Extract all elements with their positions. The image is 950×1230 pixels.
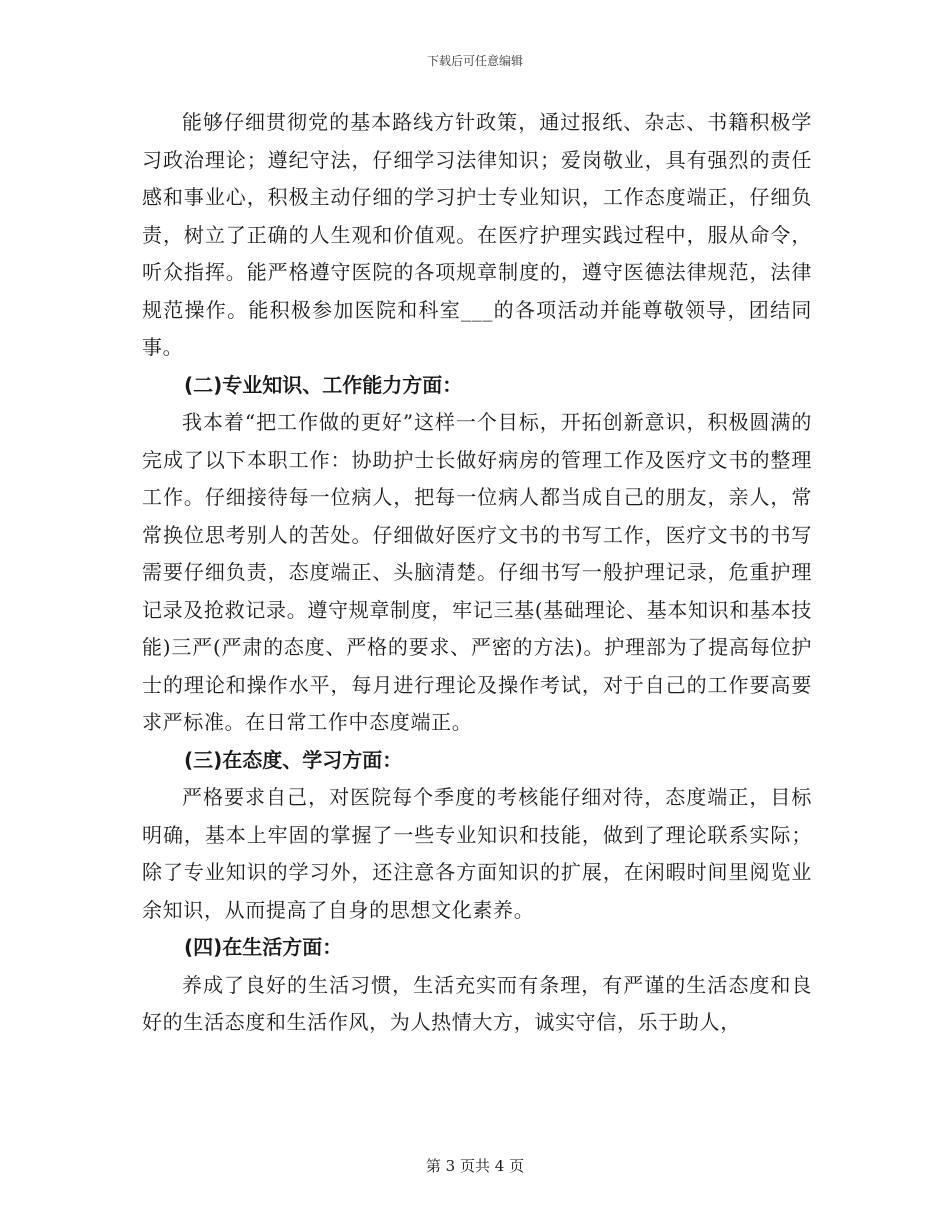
paragraph-professional-knowledge: 我本着“把工作做的更好”这样一个目标，开拓创新意识，积极圆满的完成了以下本职工作：协助护士长做好病房的管理工作及医疗文书的整理工作。仔细接待每一位病人，把每一位病人都当成自己的朋友，亲人，常常换位思考别人的苦处。仔细做好医疗文书的书写工作，医疗文书的书写需要仔细负责，态度端正、头脑清楚。仔细书写一般护理记录，危重护理记录及抢救记录。遵守规章制度，牢记三基(基础理论、基本知识和基本技能)三严(严肃的态度、严格的要求、严密的方法)。护理部为了提高每位护士的理论和操作水平，每月进行理论及操作考试，对于自己的工作要高要求严标准。在日常工作中态度端正。 <box>142 410 812 734</box>
heading-professional-knowledge: (二)专业知识、工作能力方面： <box>184 372 463 397</box>
paragraph-attitude-study: 严格要求自己，对医院每个季度的考核能仔细对待，态度端正，目标明确，基本上牢固的掌握了一些专业知识和技能，做到了理论联系实际；除了专业知识的学习外，还注意各方面知识的扩展，在闲暇时间里阅览业余知识，从而提高了自身的思想文化素养。 <box>142 785 812 922</box>
paragraph-life: 养成了良好的生活习惯，生活充实而有条理，有严谨的生活态度和良好的生活态度和生活作风，为人热情大方，诚实守信，乐于助人， <box>142 972 812 1034</box>
heading-life: (四)在生活方面： <box>184 935 343 959</box>
heading-attitude-study: (三)在态度、学习方面： <box>184 747 403 772</box>
page-header: 下载后可任意编辑 <box>426 54 523 68</box>
paragraph-political: 能够仔细贯彻党的基本路线方针政策，通过报纸、杂志、书籍积极学习政治理论；遵纪守法，仔细学习法律知识；爱岗敬业，具有强烈的责任感和事业心，积极主动仔细的学习护士专业知识，工作态度端正，仔细负责，树立了正确的人生观和价值观。在医疗护理实践过程中，服从命令，听众指挥。能严格遵守医院的各项规章制度的，遵守医德法律规范，法律规范操作。能积极参加医院和科室___的各项活动并能尊敬领导，团结同事。 <box>142 110 812 359</box>
document-body <box>142 104 812 1042</box>
page-footer: 第 3 页共 4 页 <box>425 1157 525 1175</box>
